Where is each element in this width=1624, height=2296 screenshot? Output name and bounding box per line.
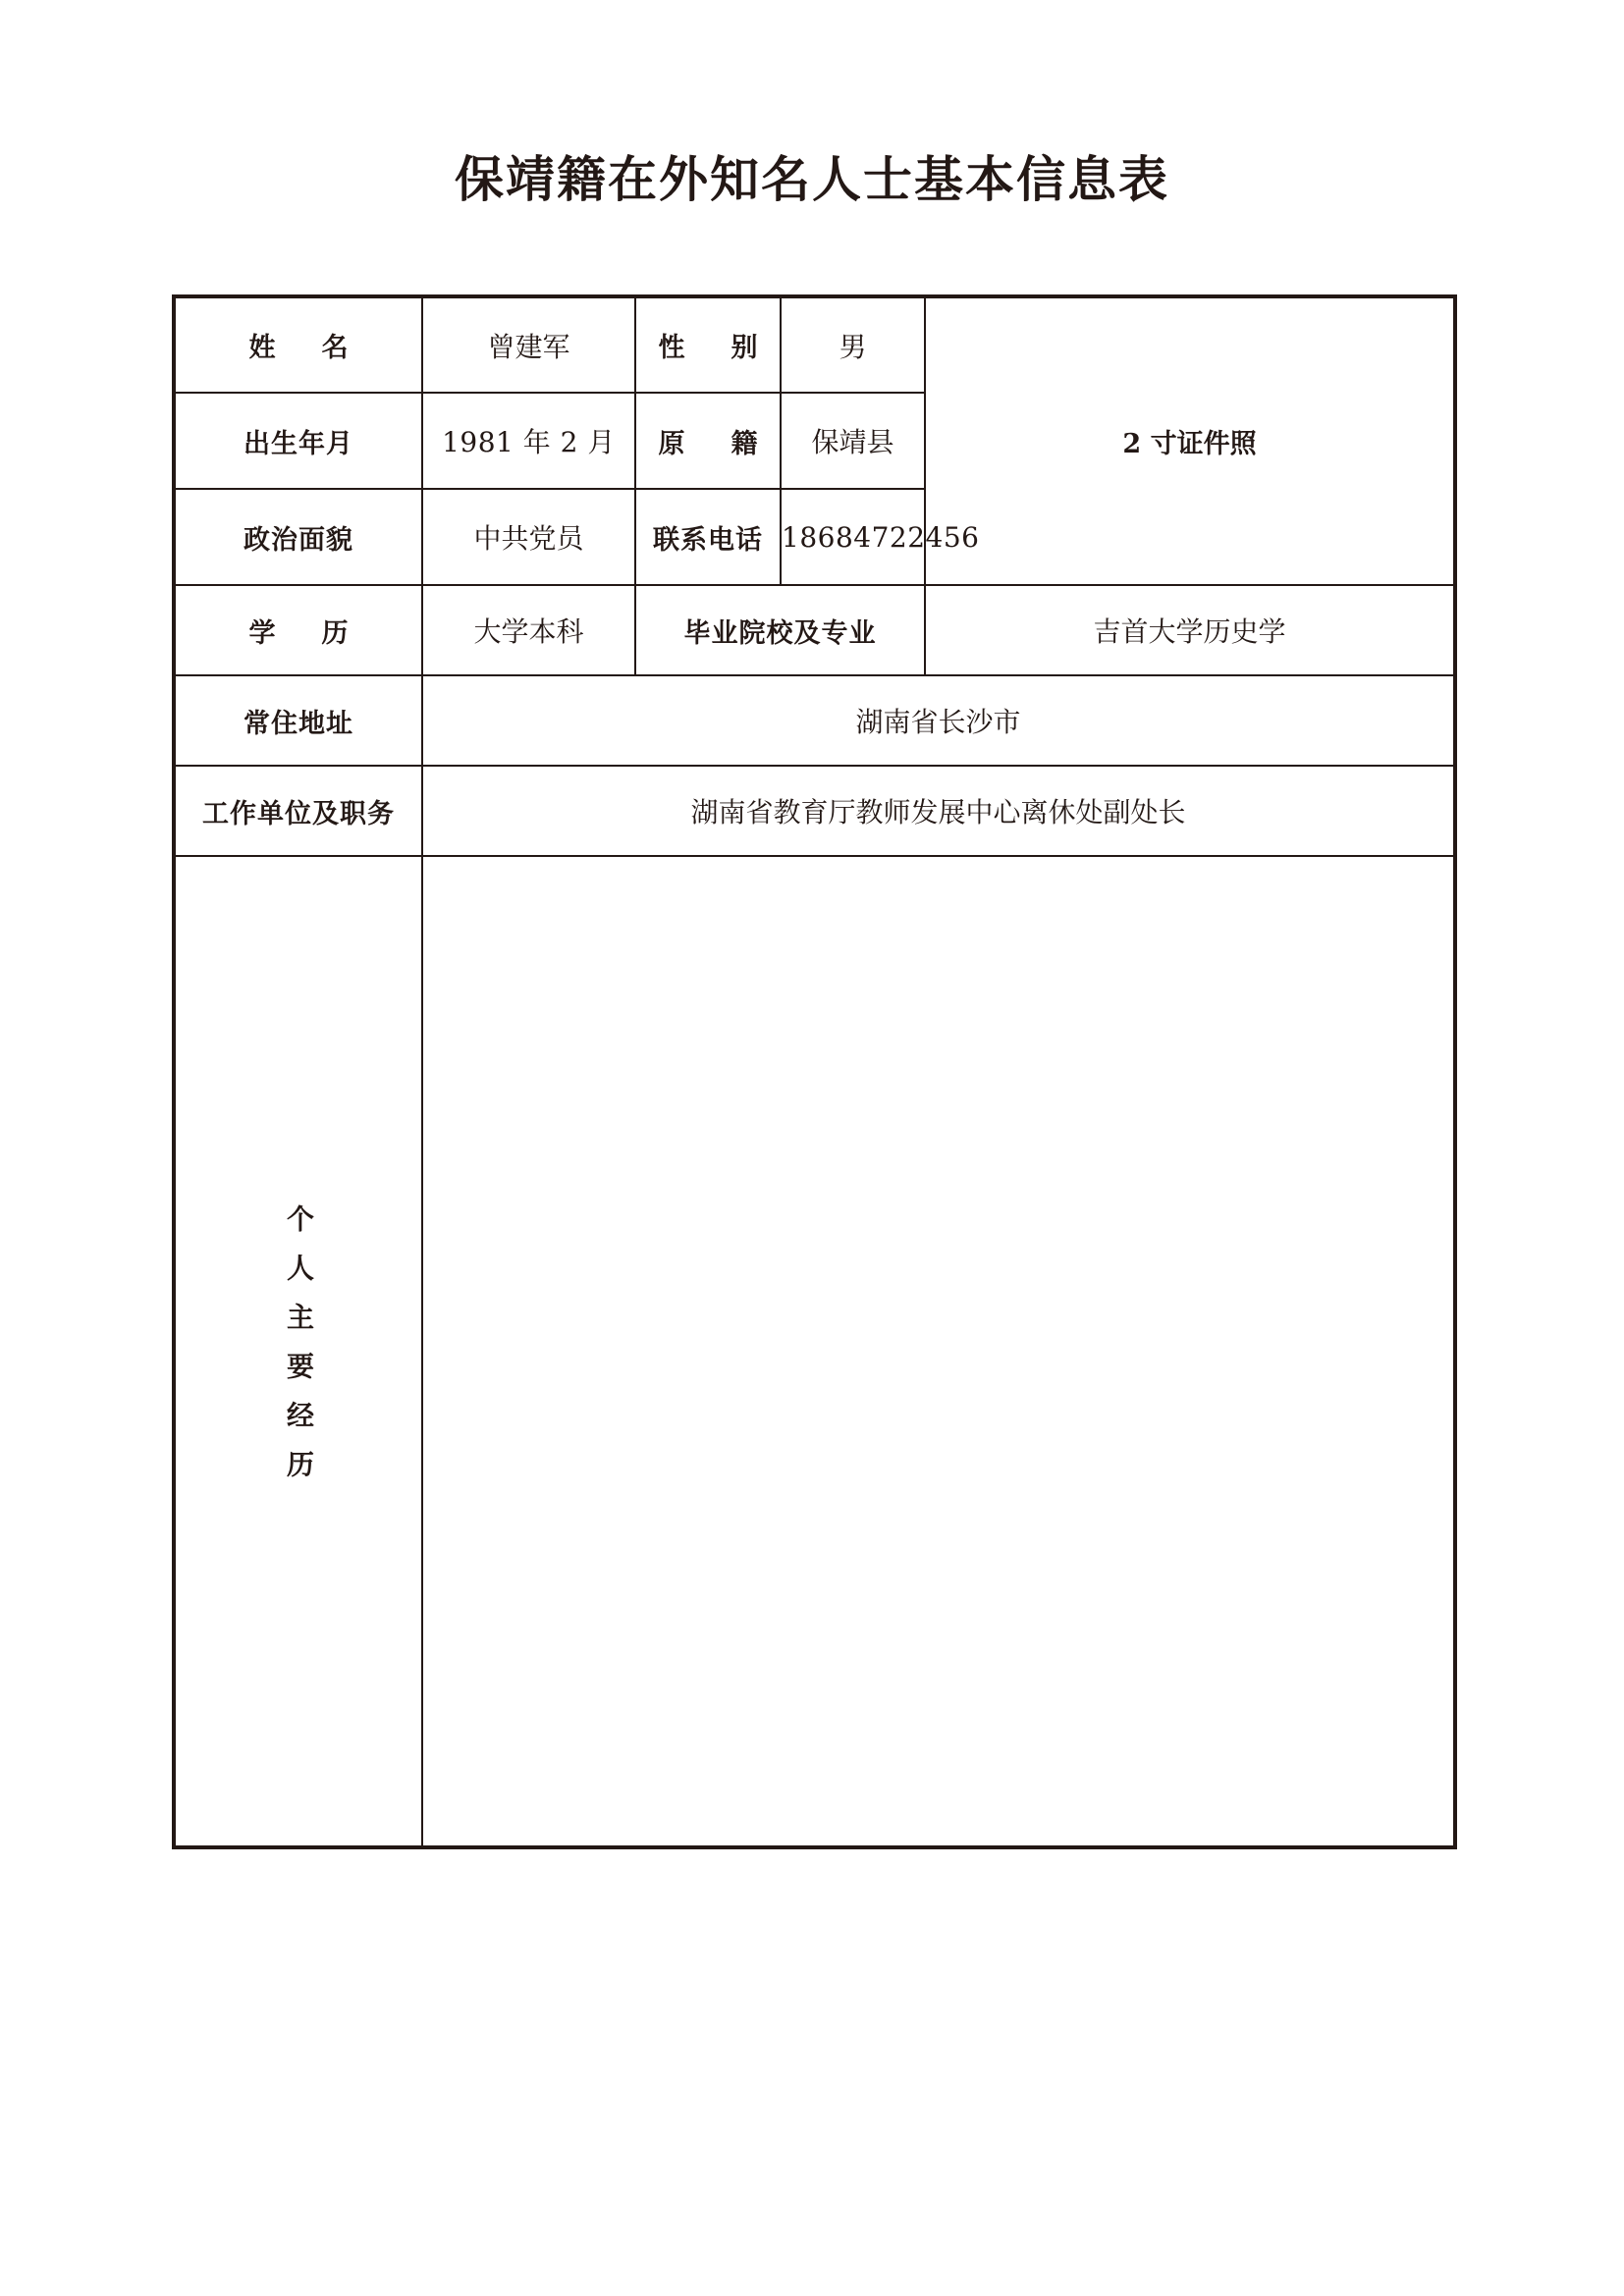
cell-label-education bbox=[174, 585, 422, 675]
cell-label-birth bbox=[174, 393, 422, 489]
label-education: 学 历 bbox=[248, 617, 358, 649]
cell-label-name bbox=[174, 296, 422, 393]
label-personal-experience: 个人主要经历 bbox=[283, 1203, 315, 1499]
value-address: 湖南省长沙市 bbox=[855, 706, 1021, 738]
cell-photo-placeholder bbox=[925, 296, 1455, 585]
cell-value-name bbox=[422, 296, 635, 393]
cell-label-school-major bbox=[635, 585, 925, 675]
label-birth-date: 出生年月 bbox=[244, 428, 353, 459]
cell-value-school-major bbox=[925, 585, 1455, 675]
person-info-table bbox=[172, 294, 1457, 1849]
cell-label-gender bbox=[635, 296, 781, 393]
cell-value-experience[interactable] bbox=[422, 856, 1455, 1847]
label-school-major: 毕业院校及专业 bbox=[683, 617, 877, 649]
label-name: 姓 名 bbox=[248, 333, 358, 363]
cell-value-address bbox=[422, 675, 1455, 766]
cell-label-experience bbox=[174, 856, 422, 1847]
label-phone: 联系电话 bbox=[653, 524, 763, 556]
table-row bbox=[174, 296, 1455, 393]
label-work-unit: 工作单位及职务 bbox=[202, 798, 395, 829]
table-row bbox=[174, 856, 1455, 1847]
value-work-unit: 湖南省教育厅教师发展中心离休处副处长 bbox=[690, 796, 1186, 828]
cell-label-political-status bbox=[174, 489, 422, 585]
label-origin: 原 籍 bbox=[658, 428, 768, 459]
value-school-major: 吉首大学历史学 bbox=[1093, 615, 1286, 648]
label-gender: 性 别 bbox=[658, 333, 768, 363]
value-phone: 18684722456 bbox=[782, 520, 980, 554]
page-title: 保靖籍在外知名人士基本信息表 bbox=[455, 150, 1169, 208]
value-gender: 男 bbox=[839, 330, 867, 363]
cell-label-origin bbox=[635, 393, 781, 489]
value-political-status: 中共党员 bbox=[473, 522, 584, 555]
value-origin: 保靖县 bbox=[811, 426, 894, 458]
cell-value-origin bbox=[781, 393, 925, 489]
value-name: 曾建军 bbox=[487, 330, 570, 363]
cell-label-work-unit bbox=[174, 766, 422, 856]
vertical-label-wrap bbox=[176, 1204, 421, 1499]
cell-value-work-unit bbox=[422, 766, 1455, 856]
cell-value-phone bbox=[781, 489, 980, 585]
label-political-status: 政治面貌 bbox=[244, 524, 353, 556]
value-education: 大学本科 bbox=[473, 615, 584, 648]
cell-value-birth bbox=[422, 393, 635, 489]
cell-value-political-status bbox=[422, 489, 635, 585]
cell-value-education bbox=[422, 585, 635, 675]
table-row bbox=[174, 585, 1455, 675]
table-row bbox=[174, 675, 1455, 766]
table-row bbox=[174, 766, 1455, 856]
cell-value-gender bbox=[781, 296, 925, 393]
cell-label-address bbox=[174, 675, 422, 766]
value-birth-date: 1981 年 2 月 bbox=[442, 426, 616, 458]
label-address: 常住地址 bbox=[244, 708, 353, 739]
cell-label-phone bbox=[635, 489, 781, 585]
photo-placeholder-label: 2 寸证件照 bbox=[1122, 429, 1257, 459]
